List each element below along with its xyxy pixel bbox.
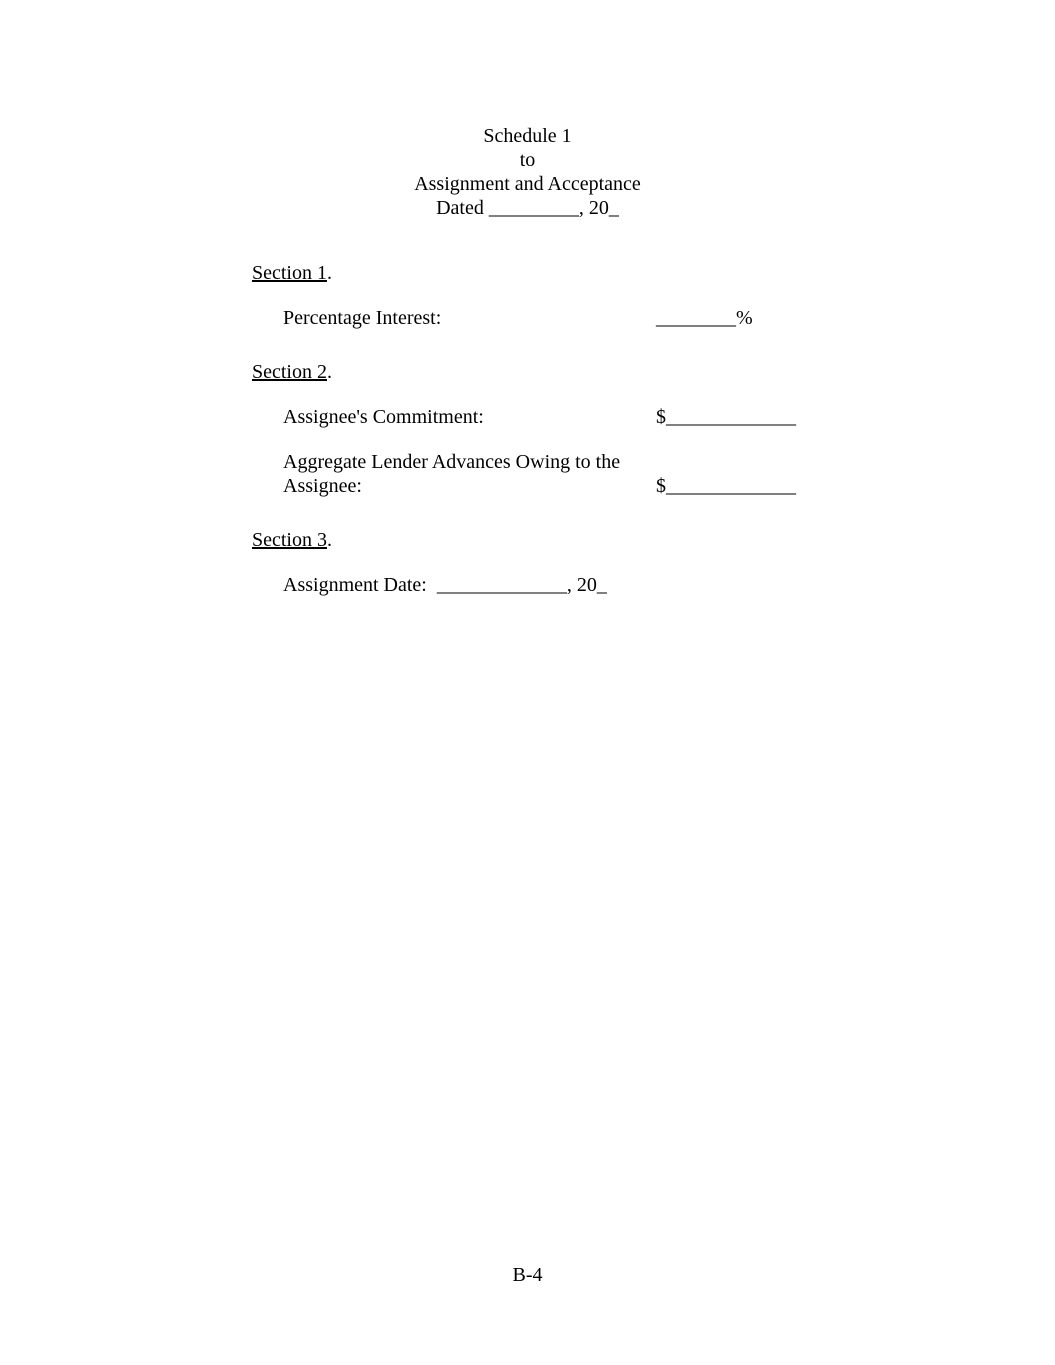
- schedule-to: to: [519, 149, 536, 171]
- section-3-heading-punct: .: [327, 529, 332, 551]
- schedule-header: [0, 124, 1055, 220]
- assignee-commitment-blank: $_____________: [656, 406, 796, 428]
- section-3-heading-text: Section 3: [252, 529, 327, 551]
- aggregate-advances-label-line2: Assignee:: [283, 475, 362, 497]
- schedule-document-name: Assignment and Acceptance: [414, 173, 641, 195]
- percentage-interest-blank: ________%: [656, 307, 753, 329]
- section-3-heading: [252, 528, 332, 552]
- page-number: B-4: [512, 1264, 543, 1286]
- assignment-date-line: Assignment Date: _____________, 20_: [283, 574, 607, 596]
- aggregate-advances-blank: $_____________: [656, 475, 796, 497]
- section-1-heading-text: Section 1: [252, 262, 327, 284]
- schedule-dated-line: Dated _________, 20_: [436, 197, 619, 219]
- section-2-heading: [252, 360, 332, 384]
- section-1-heading: [252, 261, 332, 285]
- percentage-interest-label: Percentage Interest:: [283, 307, 442, 329]
- section-1-heading-punct: .: [327, 262, 332, 284]
- aggregate-advances-label-line1: Aggregate Lender Advances Owing to the: [283, 451, 621, 473]
- section-2-heading-punct: .: [327, 361, 332, 383]
- schedule-title: Schedule 1: [483, 125, 572, 147]
- section-2-heading-text: Section 2: [252, 361, 327, 383]
- assignee-commitment-label: Assignee's Commitment:: [283, 406, 484, 428]
